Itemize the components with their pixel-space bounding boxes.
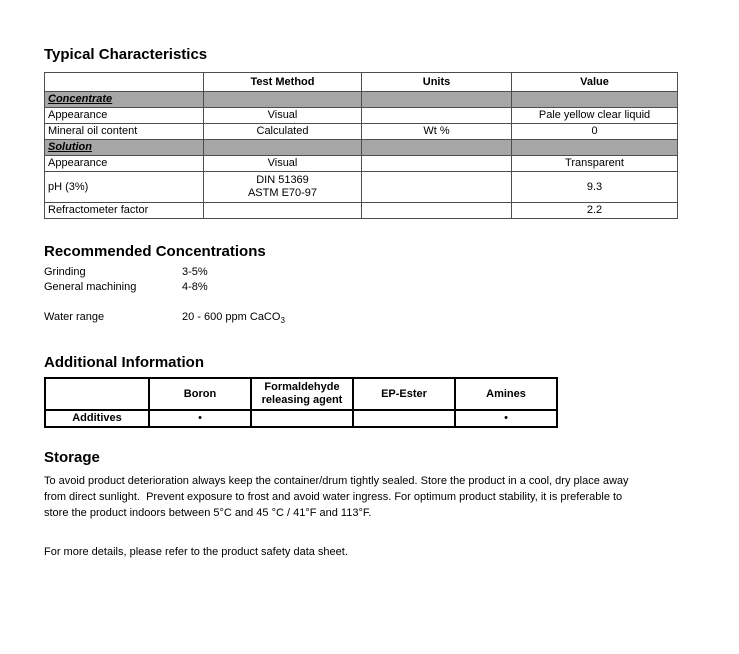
tc-empty-cell	[204, 140, 362, 156]
water-range-value-subscript: 3	[280, 316, 285, 326]
ai-cell-formaldehyde	[251, 410, 353, 427]
tc-row-appearance-solution	[45, 156, 678, 172]
recommended-concentrations-section	[44, 243, 709, 328]
ai-cell-amines: •	[455, 410, 557, 427]
concentration-label: Grinding	[44, 266, 86, 278]
additives-table	[44, 377, 558, 428]
tc-header-value: Value	[512, 73, 678, 92]
storage-paragraph-line: To avoid product deterioration always keep the container/drum tightly sealed. Store the product in a cool, dry place away	[44, 475, 629, 488]
storage-section	[44, 449, 709, 560]
tc-header-test-method: Test Method	[204, 73, 362, 92]
water-range-item	[44, 310, 709, 328]
tc-cell-value: Transparent	[512, 156, 678, 172]
typical-characteristics-table	[44, 72, 678, 219]
concentration-item-grinding	[44, 265, 709, 280]
ai-header-formaldehyde: Formaldehyde releasing agent	[251, 378, 353, 410]
tc-row-refractometer-factor	[45, 203, 678, 219]
ai-header-boron: Boron	[149, 378, 251, 410]
ai-header-amines: Amines	[455, 378, 557, 410]
tc-row-appearance-concentrate	[45, 108, 678, 124]
tc-test-method-line-2: ASTM E70-97	[247, 187, 318, 199]
tc-empty-cell	[512, 140, 678, 156]
tc-cell-units	[362, 172, 512, 203]
ai-additives-row	[45, 410, 557, 427]
water-range-value-main: 20 - 600 ppm CaCO	[182, 311, 281, 323]
tc-cell-property: Refractometer factor	[45, 203, 204, 219]
tc-cell-value: Pale yellow clear liquid	[512, 108, 678, 124]
ai-header-row	[45, 378, 557, 410]
tc-section-row-concentrate	[45, 92, 678, 108]
recommended-concentrations-heading: Recommended Concentrations	[44, 243, 266, 260]
additional-information-section	[44, 354, 709, 428]
storage-heading: Storage	[44, 449, 100, 467]
tc-cell-value: 0	[512, 124, 678, 140]
safety-data-sheet-note: For more details, please refer to the product safety data sheet.	[44, 546, 348, 559]
tc-header-row	[45, 73, 678, 92]
tc-cell-test-method	[204, 203, 362, 219]
tc-cell-property: Appearance	[45, 156, 204, 172]
tc-cell-property: Mineral oil content	[45, 124, 204, 140]
water-range-value	[182, 310, 285, 328]
tc-cell-value: 2.2	[512, 203, 678, 219]
ai-row-label: Additives	[45, 410, 149, 427]
tc-cell-property: pH (3%)	[45, 172, 204, 203]
storage-paragraph	[44, 473, 709, 521]
tc-cell-units	[362, 203, 512, 219]
concentration-list	[44, 265, 709, 328]
tc-cell-units: Wt %	[362, 124, 512, 140]
tc-empty-cell	[362, 140, 512, 156]
ai-cell-ep-ester	[353, 410, 455, 427]
typical-characteristics-heading: Typical Characteristics	[44, 46, 208, 63]
concentration-label: General machining	[44, 281, 137, 293]
tc-cell-test-method: Visual	[204, 108, 362, 124]
tc-cell-test-method: Calculated	[204, 124, 362, 140]
ai-header-ep-ester: EP-Ester	[353, 378, 455, 410]
tc-row-mineral-oil-content	[45, 124, 678, 140]
tc-cell-test-method: Visual	[204, 156, 362, 172]
tc-header-units: Units	[362, 73, 512, 92]
water-range-label: Water range	[44, 311, 105, 323]
tc-section-row-solution	[45, 140, 678, 156]
tc-empty-cell	[362, 92, 512, 108]
tc-row-ph	[45, 172, 678, 203]
concentration-value: 3-5%	[182, 266, 208, 278]
tc-section-label: Concentrate	[45, 92, 204, 108]
tc-section-label: Solution	[45, 140, 204, 156]
tc-test-method-line-1: DIN 51369	[256, 174, 309, 186]
concentration-item-general-machining	[44, 280, 709, 295]
storage-paragraph-line: store the product indoors between 5°C and 45 °C / 41°F and 113°F.	[44, 507, 372, 520]
tc-cell-property: Appearance	[45, 108, 204, 124]
tc-cell-test-method	[204, 172, 362, 203]
ai-cell-boron: •	[149, 410, 251, 427]
concentration-value: 4-8%	[182, 281, 208, 293]
tc-header-empty	[45, 73, 204, 92]
tc-cell-value: 9.3	[512, 172, 678, 203]
additional-information-heading: Additional Information	[44, 354, 204, 372]
tc-cell-units	[362, 108, 512, 124]
tc-empty-cell	[204, 92, 362, 108]
tc-empty-cell	[512, 92, 678, 108]
tc-cell-units	[362, 156, 512, 172]
storage-paragraph-line: from direct sunlight. Prevent exposure to frost and avoid water ingress. For optimum product stability, it is preferable to	[44, 491, 623, 504]
ai-header-empty	[45, 378, 149, 410]
